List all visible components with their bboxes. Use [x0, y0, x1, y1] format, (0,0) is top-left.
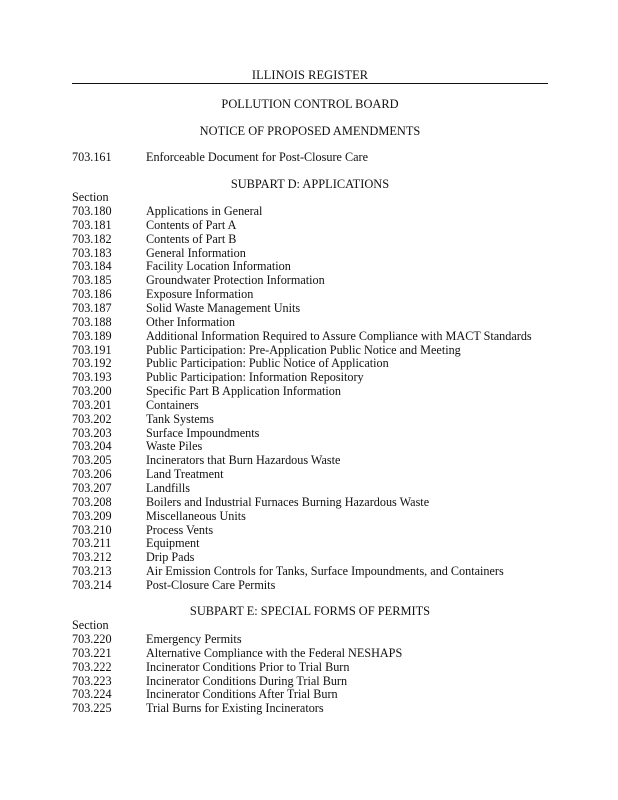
section-title: Additional Information Required to Assure Compliance with MACT Standards: [146, 328, 532, 343]
section-row: [72, 329, 552, 343]
section-row: [72, 287, 552, 301]
section-row: [72, 356, 552, 370]
section-row: [72, 259, 552, 273]
board-title: POLLUTION CONTROL BOARD: [221, 97, 399, 111]
section-title: Incinerator Conditions During Trial Burn: [146, 673, 348, 688]
section-number: 703.189: [72, 328, 112, 343]
section-title: Tank Systems: [146, 411, 214, 426]
section-number: 703.220: [72, 632, 112, 646]
section-title: Specific Part B Application Information: [146, 384, 341, 399]
section-row: [72, 439, 552, 453]
section-number: 703.221: [72, 645, 112, 660]
section-title: Drip Pads: [146, 550, 195, 565]
section-number: 703.184: [72, 259, 112, 274]
subpart-d-section-label: Section: [72, 190, 109, 204]
section-number: 703.222: [72, 659, 112, 674]
section-row: [72, 674, 552, 688]
section-title: Enforceable Document for Post-Closure Care: [146, 150, 369, 164]
section-row: [72, 301, 552, 315]
section-title: Incinerator Conditions Prior to Trial Burn: [146, 659, 350, 674]
section-number: 703.211: [72, 536, 112, 551]
section-number: 703.203: [72, 425, 112, 440]
section-number: 703.183: [72, 245, 112, 260]
section-row: [72, 370, 552, 384]
subpart-e-section-label: Section: [72, 618, 109, 632]
section-number: 703.180: [72, 204, 112, 218]
section-number: 703.200: [72, 384, 112, 399]
section-number: 703.202: [72, 411, 112, 426]
section-number: 703.224: [72, 687, 112, 702]
section-title: Facility Location Information: [146, 259, 291, 274]
section-title: Waste Piles: [146, 439, 203, 454]
section-number: 703.214: [72, 577, 112, 592]
section-title: Incinerators that Burn Hazardous Waste: [146, 453, 341, 468]
section-row: [72, 273, 552, 287]
section-number: 703.223: [72, 673, 112, 688]
section-number: 703.208: [72, 494, 112, 509]
section-title: Air Emission Controls for Tanks, Surface Impoundments, and Containers: [146, 564, 504, 579]
notice-title: NOTICE OF PROPOSED AMENDMENTS: [199, 124, 421, 138]
section-number: 703.187: [72, 300, 112, 315]
section-title: Contents of Part B: [146, 231, 237, 246]
section-number: 703.191: [72, 342, 112, 357]
section-number: 703.193: [72, 370, 112, 385]
section-number: 703.210: [72, 522, 112, 537]
section-row: [72, 218, 552, 232]
section-title: Public Participation: Pre-Application Public Notice and Meeting: [146, 342, 461, 357]
section-number: 703.209: [72, 508, 112, 523]
section-row: [72, 687, 552, 701]
section-number: 703.206: [72, 467, 112, 482]
header-rule: [72, 83, 548, 84]
section-row: [72, 398, 552, 412]
section-row: [72, 232, 552, 246]
section-number: 703.192: [72, 356, 112, 371]
section-row: [72, 660, 552, 674]
subpart-e-heading: SUBPART E: SPECIAL FORMS OF PERMITS: [189, 604, 431, 618]
section-number: 703.181: [72, 217, 112, 232]
section-row: [72, 550, 552, 564]
section-number: 703.212: [72, 550, 112, 565]
section-row: [72, 315, 552, 329]
section-row: [72, 578, 552, 592]
section-row: [72, 343, 552, 357]
section-number: 703.186: [72, 287, 112, 302]
section-row-703-161: [72, 150, 552, 164]
subpart-d-heading: SUBPART D: APPLICATIONS: [230, 177, 390, 191]
section-title: Containers: [146, 397, 199, 412]
section-number: 703.188: [72, 314, 112, 329]
section-title: Contents of Part A: [146, 217, 237, 232]
section-number: 703.182: [72, 231, 112, 246]
section-title: General Information: [146, 245, 246, 260]
section-row: [72, 453, 552, 467]
section-title: Boilers and Industrial Furnaces Burning Hazardous Waste: [146, 494, 430, 509]
section-row: [72, 246, 552, 260]
section-title: Other Information: [146, 314, 236, 329]
section-title: Landfills: [146, 481, 191, 495]
section-title: Solid Waste Management Units: [146, 300, 301, 315]
section-row: [72, 412, 552, 426]
section-row: [72, 426, 552, 440]
section-row: [72, 509, 552, 523]
section-number: 703.213: [72, 564, 112, 579]
section-title: Alternative Compliance with the Federal NESHAPS: [146, 645, 403, 660]
section-title: Process Vents: [146, 522, 214, 537]
section-title: Exposure Information: [146, 287, 254, 302]
section-title: Miscellaneous Units: [146, 508, 246, 523]
section-number: 703.205: [72, 453, 112, 468]
section-number: 703.161: [72, 150, 112, 164]
section-title: Equipment: [146, 536, 200, 551]
section-row: [72, 646, 552, 660]
section-title: Incinerator Conditions After Trial Burn: [146, 687, 338, 702]
section-title: Public Participation: Information Repository: [146, 370, 364, 385]
section-row: [72, 467, 552, 481]
section-title: Land Treatment: [146, 467, 224, 482]
section-title: Public Participation: Public Notice of Application: [146, 356, 389, 371]
section-title: Surface Impoundments: [146, 425, 260, 440]
section-title: Groundwater Protection Information: [146, 273, 325, 288]
section-row: [72, 495, 552, 509]
section-row: [72, 701, 552, 715]
section-row: [72, 384, 552, 398]
section-number: 703.201: [72, 397, 112, 412]
section-row: [72, 204, 552, 218]
section-number: 703.225: [72, 701, 112, 716]
section-row: [72, 523, 552, 537]
section-title: Trial Burns for Existing Incinerators: [146, 701, 324, 716]
section-row: [72, 564, 552, 578]
section-number: 703.185: [72, 273, 112, 288]
section-number: 703.207: [72, 481, 112, 495]
section-row: [72, 632, 552, 646]
section-row: [72, 536, 552, 550]
register-title: ILLINOIS REGISTER: [251, 68, 369, 82]
section-title: Applications in General: [146, 204, 263, 218]
section-title: Post-Closure Care Permits: [146, 577, 276, 592]
section-number: 703.204: [72, 439, 112, 454]
section-title: Emergency Permits: [146, 632, 242, 646]
section-row: [72, 481, 552, 495]
